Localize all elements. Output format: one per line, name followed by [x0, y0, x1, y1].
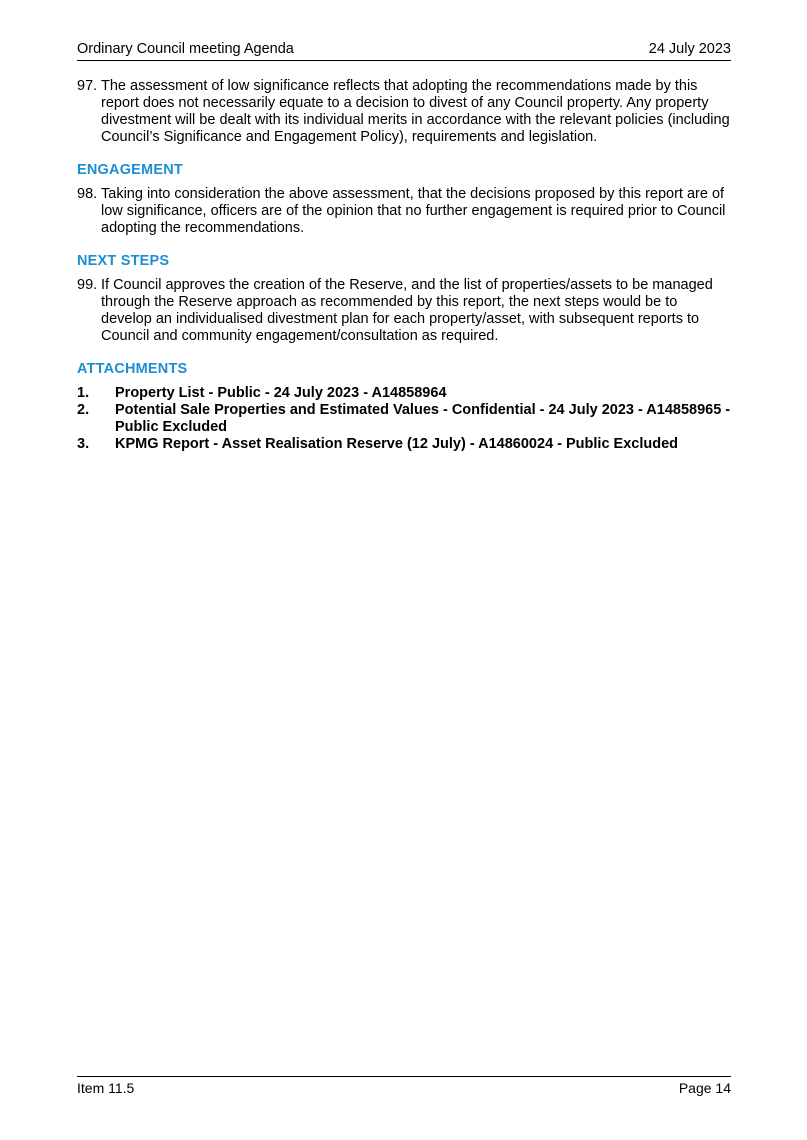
- attachment-item[interactable]: [77, 402, 731, 436]
- paragraph-97: [77, 78, 731, 146]
- page-footer: [77, 1076, 731, 1096]
- attachment-title[interactable]: KPMG Report - Asset Realisation Reserve (12 July) - A14860024 - Public Excluded: [115, 436, 679, 452]
- attachment-title[interactable]: Property List - Public - 24 July 2023 - A14858964: [115, 385, 447, 401]
- page-content: [77, 78, 731, 453]
- attachment-number: 1.: [77, 385, 90, 401]
- attachment-item[interactable]: [77, 436, 731, 453]
- paragraph-number: 98.: [77, 186, 98, 202]
- paragraph-text: If Council approves the creation of the Reserve, and the list of properties/assets to be managed through the Reserve approach as recommended by this report, the next steps would be to develop an individualised divestment plan for each property/asset, with subsequent reports to Council and community engagement/consultation as required.: [101, 277, 713, 344]
- heading-attachments: ATTACHMENTS: [77, 361, 188, 377]
- footer-item: Item 11.5: [77, 1080, 135, 1096]
- attachment-item[interactable]: [77, 385, 731, 402]
- attachment-title[interactable]: Potential Sale Properties and Estimated Values - Confidential - 24 July 2023 - A14858965 - Public Excluded: [115, 402, 731, 435]
- paragraph-number: 97.: [77, 78, 98, 94]
- heading-engagement: ENGAGEMENT: [77, 162, 183, 178]
- footer-page-number: Page 14: [678, 1080, 731, 1096]
- heading-next-steps: NEXT STEPS: [77, 253, 170, 269]
- header-date: 24 July 2023: [648, 41, 731, 57]
- attachment-number: 2.: [77, 402, 90, 418]
- page-header: [77, 40, 731, 61]
- attachments-list: [77, 385, 731, 453]
- header-title: Ordinary Council meeting Agenda: [77, 41, 294, 57]
- paragraph-text: Taking into consideration the above assessment, that the decisions proposed by this report are of low significance, officers are of the opinion that no further engagement is required prior to Council adopting the recommendations.: [101, 186, 726, 236]
- paragraph-99: [77, 277, 731, 345]
- attachment-number: 3.: [77, 436, 90, 452]
- paragraph-98: [77, 186, 731, 237]
- paragraph-number: 99.: [77, 277, 98, 293]
- paragraph-text: The assessment of low significance reflects that adopting the recommendations made by this report does not necessarily equate to a decision to divest of any Council property. Any property divestment will be dealt with its individual merits in accordance with the relevant policies (including Council’s Significance and Engagement Policy), requirements and legislation.: [101, 78, 730, 145]
